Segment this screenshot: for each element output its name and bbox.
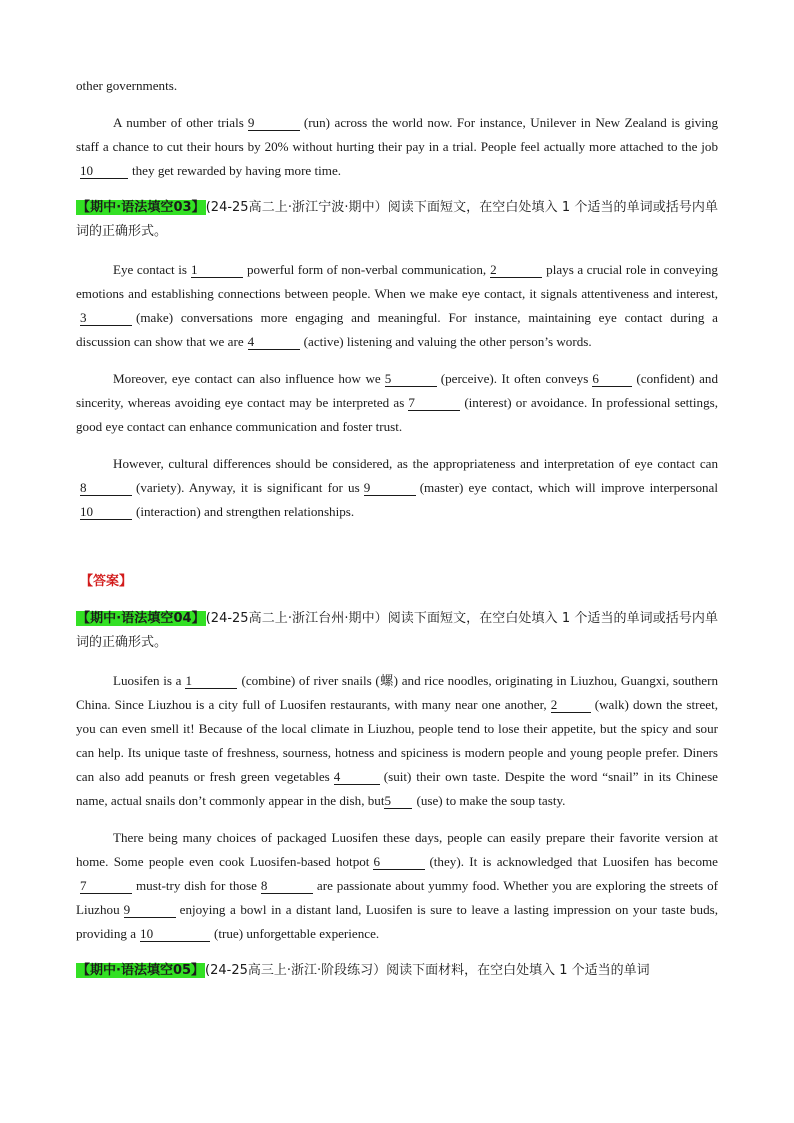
blank-5[interactable]: 5 [385,371,437,387]
paragraph-eye-contact-1: Eye contact is 1 powerful form of non-verbal communication, 2 plays a crucial role in conveying emotions and establishing connections between people. When we make eye contact, it signals attentiveness and interest,3 (make) conversations more engaging and meaningful. For instance, maintaining eye contact during a discussion can show that we are 4 (active) listening and valuing the other person’s words. [76,262,718,349]
paragraph-luosifen-2: There being many choices of packaged Luosifen these days, people can easily prepare their favorite version at home. Some people even cook Luosifen-based hotpot 6 (they). It is acknowledged that Luosifen has become7 must-try dish for those 8 are passionate about yummy food. Whether you are exploring the streets of Liuzhou 9 enjoying a bowl in a distant land, Luosifen is sure to leave a lasting impression on your taste buds, providing a 10 (true) unforgettable experience. [76,830,718,941]
section-heading-04: 【期中·语法填空04】(24-25高二上·浙江台州·期中）阅读下面短文，在空白处填入 1 个适当的单词或括号内单词的正确形式。 [76,611,719,650]
section-heading-03: 【期中·语法填空03】(24-25高二上·浙江宁波·期中）阅读下面短文，在空白处填入 1 个适当的单词或括号内单词的正确形式。 [76,200,719,239]
blank-10[interactable]: 10 [140,926,210,942]
blank-1[interactable]: 1 [185,673,237,689]
answer-label: 【答案】 [80,574,133,589]
blank-4[interactable]: 4 [334,769,380,785]
section-tag-03: 【期中·语法填空03】 [77,200,205,215]
document-page [76,74,718,983]
blank-5[interactable]: 5 [384,793,412,809]
blank-1[interactable]: 1 [191,262,243,278]
paragraph-eye-contact-3: However, cultural differences should be considered, as the appropriateness and interpretation of eye contact can8 (variety). Anyway, it is significant for us 9 (master) eye contact, which will improve interpersonal10 (interaction) and strengthen relationships. [80,456,718,519]
blank-8[interactable]: 8 [80,480,132,496]
blank-8[interactable]: 8 [261,878,313,894]
blank-9[interactable]: 9 [364,480,416,496]
blank-2[interactable]: 2 [551,697,591,713]
blank-4[interactable]: 4 [248,334,300,350]
blank-9[interactable]: 9 [248,115,300,131]
blank-6[interactable]: 6 [373,854,425,870]
blank-10[interactable]: 10 [80,163,128,179]
blank-2[interactable]: 2 [490,262,542,278]
blank-7[interactable]: 7 [80,878,132,894]
blank-10[interactable]: 10 [80,504,132,520]
blank-6[interactable]: 6 [592,371,632,387]
paragraph-continuation: other governments. [76,78,178,93]
paragraph-trials: A number of other trials 9 (run) across the world now. For instance, Unilever in New Zealand is giving staff a chance to cut their hours by 20% without hurting their pay in a trial. People feel actually more attached to the job10 they get rewarded by having more time. [76,115,718,178]
blank-3[interactable]: 3 [80,310,132,326]
blank-7[interactable]: 7 [408,395,460,411]
blank-9[interactable]: 9 [124,902,176,918]
paragraph-eye-contact-2: Moreover, eye contact can also influence how we 5 (perceive). It often conveys 6 (confident) and sincerity, whereas avoiding eye contact may be interpreted as 7 (interest) or avoidance. In professional settings, good eye contact can enhance communication and foster trust. [76,371,719,434]
paragraph-luosifen-1: Luosifen is a 1 (combine) of river snails (螺) and rice noodles, originating in Liuzhou, Guangxi, southern China. Since Liuzhou is a city full of Luosifen restaurants, with many near one another, 2 (walk) down the street, you can even smell it! Because of the local climate in Liuzhou, people tend to lose their appetite, but the spicy and sour can help. Its unique taste of freshness, sourness, hotness and spiciness is modern people and young people prefer. Diners can also add peanuts or fresh green vegetables 4 (suit) their own taste. Despite the word “snail” in its Chinese name, actual snails don’t commonly appear in the dish, but5 (use) to make the soup tasty. [76,673,718,808]
section-heading-05: 【期中·语法填空05】(24-25高三上·浙江·阶段练习）阅读下面材料，在空白处填入 1 个适当的单词 [77,963,650,978]
section-tag-05: 【期中·语法填空05】 [77,963,205,978]
section-tag-04: 【期中·语法填空04】 [77,611,205,626]
